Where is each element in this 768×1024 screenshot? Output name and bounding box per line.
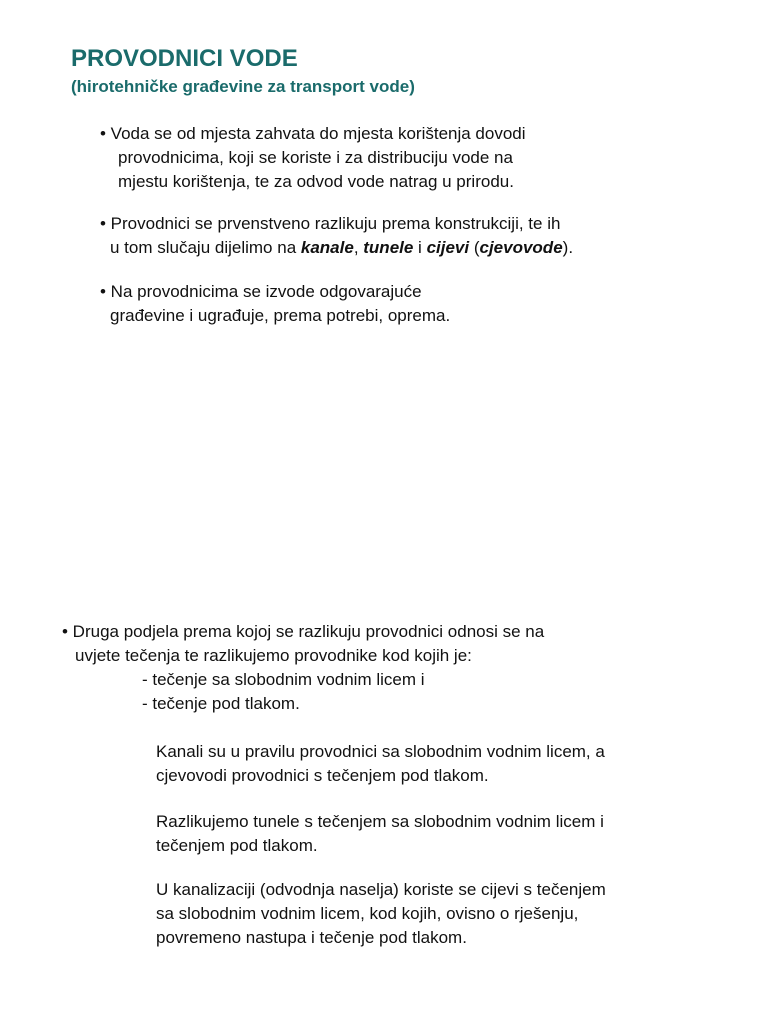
term-cjevovode: cjevovode	[479, 238, 563, 257]
bullet-3-line-1: • Na provodnicima se izvode odgovarajuće	[100, 282, 422, 301]
note-3-line-1: U kanalizaciji (odvodnja naselja) koriste se cijevi s tečenjem	[156, 880, 606, 899]
bullet-1	[100, 122, 526, 194]
bullet-2-line-1: • Provodnici se prvenstveno razlikuju prema konstrukciji, te ih	[100, 214, 561, 233]
bullet-2-line-2	[100, 236, 573, 260]
bullet-1-line-1: • Voda se od mjesta zahvata do mjesta korištenja dovodi	[100, 124, 526, 143]
note-3	[156, 878, 606, 950]
term-cijevi: cijevi	[426, 238, 470, 257]
note-2-line-1: Razlikujemo tunele s tečenjem sa slobodnim vodnim licem i	[156, 812, 604, 831]
term-kanale: kanale	[300, 238, 354, 257]
page-title: PROVODNICI VODE	[71, 45, 298, 72]
sep-3: (	[469, 238, 480, 257]
bullet-2-prefix: u tom slučaju dijelimo na	[110, 238, 301, 257]
sep-2: i	[413, 238, 427, 257]
term-tunele: tunele	[363, 238, 414, 257]
bullet-4-item-1: - tečenje sa slobodnim vodnim licem i	[142, 670, 425, 689]
note-1	[156, 740, 605, 788]
bullet-1-line-3: mjestu korištenja, te za odvod vode natrag u prirodu.	[118, 172, 514, 191]
bullet-2	[100, 212, 573, 260]
bullet-4-item-2: - tečenje pod tlakom.	[142, 694, 300, 713]
bullet-4-line-2: uvjete tečenja te razlikujemo provodnike kod kojih je:	[75, 646, 472, 665]
bullet-3-line-2: građevine i ugrađuje, prema potrebi, oprema.	[110, 306, 451, 325]
suffix: ).	[562, 238, 574, 257]
note-1-line-1: Kanali su u pravilu provodnici sa slobodnim vodnim licem, a	[156, 742, 605, 761]
note-1-line-2: cjevovodi provodnici s tečenjem pod tlakom.	[156, 766, 489, 785]
bullet-1-line-2: provodnicima, koji se koriste i za distribuciju vode na	[118, 148, 513, 167]
page-subtitle: (hirotehničke građevine za transport vode)	[71, 77, 415, 96]
note-3-line-3: povremeno nastupa i tečenje pod tlakom.	[156, 928, 467, 947]
note-2-line-2: tečenjem pod tlakom.	[156, 836, 318, 855]
note-2	[156, 810, 604, 858]
bullet-4	[62, 620, 544, 716]
bullet-3	[100, 280, 450, 328]
bullet-4-line-1: • Druga podjela prema kojoj se razlikuju provodnici odnosi se na	[62, 622, 545, 641]
sep-1: ,	[353, 238, 364, 257]
note-3-line-2: sa slobodnim vodnim licem, kod kojih, ovisno o rješenju,	[156, 904, 579, 923]
